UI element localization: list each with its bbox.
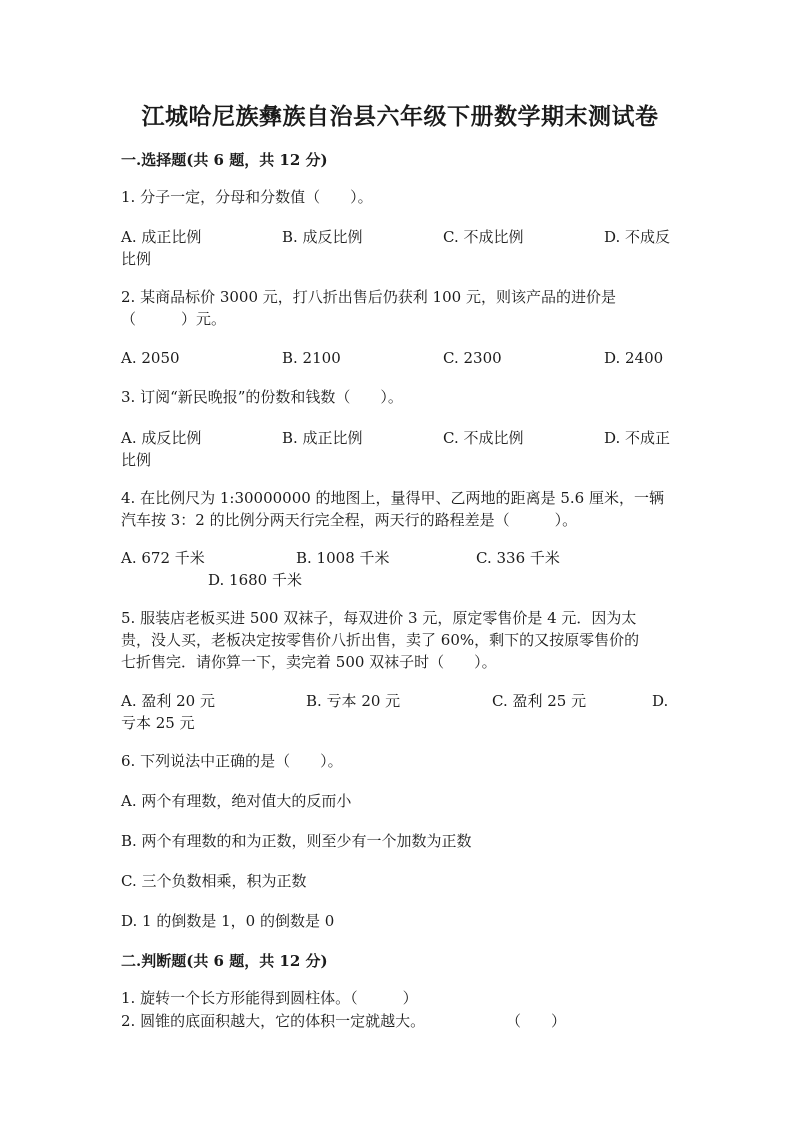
question-6-option-b: B. 两个有理数的和为正数，则至少有一个加数为正数 [121,832,472,850]
question-5-option-c: C. 盈利 25 元 [492,692,587,710]
question-2-stem-line-1: 2. 某商品标价 3000 元，打八折出售后仍获利 100 元，则该产品的进价是 [121,288,616,306]
question-4-option-a: A. 672 千米 [121,549,205,567]
question-3-option-b: B. 成正比例 [282,429,363,447]
question-6-stem: 6. 下列说法中正确的是（ ）。 [121,752,343,770]
question-2-stem-line-2: （ ）元。 [121,310,227,328]
question-6-option-d: D. 1 的倒数是 1，0 的倒数是 0 [121,912,335,930]
question-5-stem-line-3: 七折售完．请你算一下，卖完着 500 双袜子时（ ）。 [121,653,497,671]
question-1-stem: 1. 分子一定，分母和分数值（ ）。 [121,188,373,206]
question-2-option-a: A. 2050 [121,349,180,367]
question-5-option-d-continued: 亏本 25 元 [121,714,195,732]
question-3-option-d: D. 不成正 [604,429,671,447]
question-3-stem: 3. 订阅“新民晚报”的份数和钱数（ ）。 [121,388,403,406]
question-4-option-d: D. 1680 千米 [208,571,302,589]
page-title: 江城哈尼族彝族自治县六年级下册数学期末测试卷 [141,103,659,130]
question-3-option-c: C. 不成比例 [443,429,524,447]
question-5-option-b: B. 亏本 20 元 [306,692,401,710]
question-5-stem-line-2: 贵，没人买，老板决定按零售价八折出售，卖了 60%，剩下的又按原零售价的 [121,631,640,649]
question-5-option-a: A. 盈利 20 元 [121,692,215,710]
question-1-option-d: D. 不成反 [604,228,671,246]
question-1-option-d-continued: 比例 [121,250,152,268]
question-2-option-b: B. 2100 [282,349,341,367]
question-4-stem-line-2: 汽车按 3：2 的比例分两天行完全程，两天行的路程差是（ ）。 [121,511,578,529]
judgment-question-2: 2. 圆锥的底面积越大，它的体积一定就越大。 [121,1012,426,1030]
question-1-option-a: A. 成正比例 [121,228,202,246]
question-4-option-b: B. 1008 千米 [296,549,390,567]
question-6-option-c: C. 三个负数相乘，积为正数 [121,872,307,890]
section-heading-judgment: 二.判断题(共 6 题，共 12 分) [121,952,328,970]
judgment-question-1: 1. 旋转一个长方形能得到圆柱体。（ ） [121,989,418,1007]
question-4-stem-line-1: 4. 在比例尺为 1:30000000 的地图上，量得甲、乙两地的距离是 5.6 厘米，一辆 [121,489,664,507]
question-2-option-c: C. 2300 [443,349,502,367]
question-3-option-d-continued: 比例 [121,451,152,469]
judgment-question-2-answer-blank: （ ） [506,1012,567,1030]
question-6-option-a: A. 两个有理数，绝对值大的反而小 [121,792,352,810]
section-heading-choice: 一.选择题(共 6 题，共 12 分) [121,151,328,169]
question-3-option-a: A. 成反比例 [121,429,202,447]
question-5-stem-line-1: 5. 服装店老板买进 500 双袜子，每双进价 3 元，原定零售价是 4 元．因为太 [121,609,637,627]
question-4-option-c: C. 336 千米 [476,549,560,567]
question-1-option-b: B. 成反比例 [282,228,363,246]
question-2-option-d: D. 2400 [604,349,664,367]
question-1-option-c: C. 不成比例 [443,228,524,246]
question-5-option-d: D. [652,692,669,710]
